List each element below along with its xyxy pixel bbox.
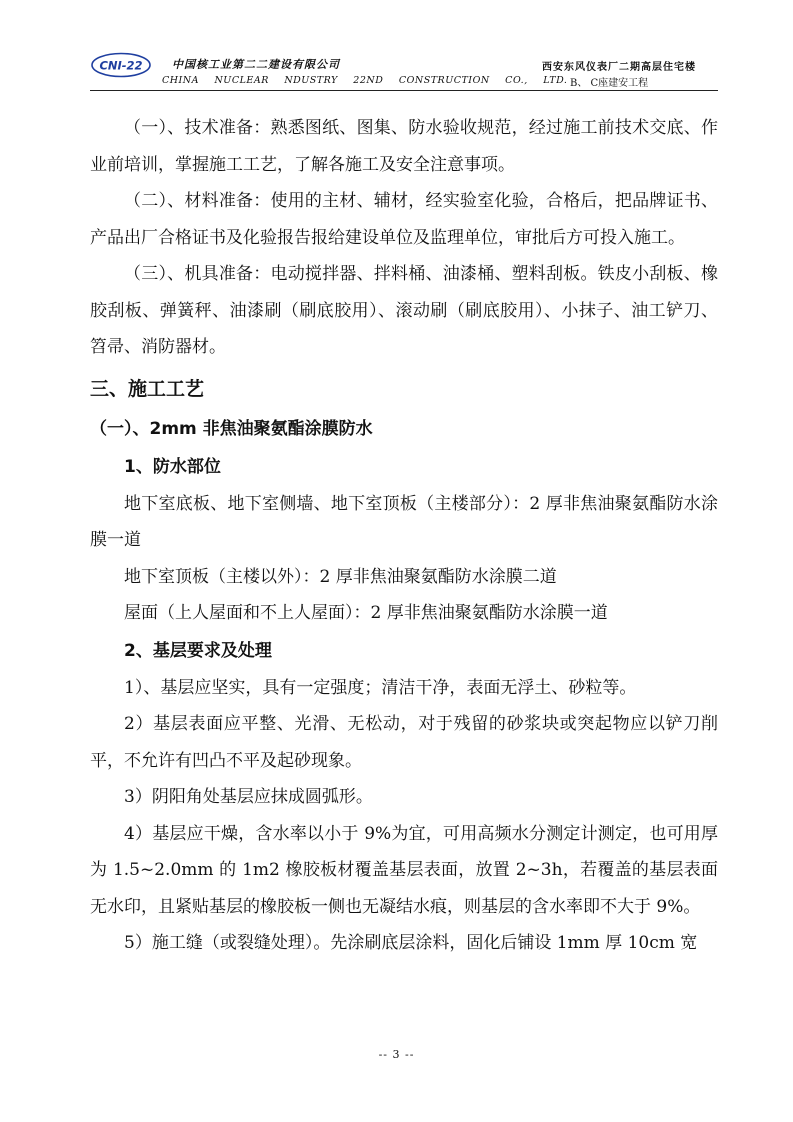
item-title-waterproof-locations: 1、防水部位: [124, 456, 221, 477]
page-number: -- 3 --: [378, 1048, 415, 1061]
logo-icon: [90, 52, 152, 78]
paragraph-base-req-1: 1）、基层应坚实，具有一定强度；清洁干净，表面无浮土、砂粒等。: [124, 677, 637, 698]
company-name-cn: 中国核工业第二二建设有限公司: [172, 58, 340, 71]
paragraph-location-roof: 屋面（上人屋面和不上人屋面）：2 厚非焦油聚氨酯防水涂膜一道: [124, 603, 608, 623]
paragraph-tool-prep: （三）、机具准备：电动搅拌器、拌料桶、油漆桶、塑料刮板。铁皮小刮板、橡胶刮板、弹簧秤、油漆刷（刷底胶用）、滚动刷（刷底胶用）、小抹子、油工铲刀、笤帚、消防器材。: [90, 264, 718, 357]
page-header: [90, 48, 718, 91]
paragraph-technical-prep: （一）、技术准备：熟悉图纸、图集、防水验收规范，经过施工前技术交底、作业前培训，掌握施工工艺，了解各施工及安全注意事项。: [90, 118, 718, 175]
project-name: 西安东风仪表厂二期高层住宅楼: [542, 62, 696, 73]
paragraph-base-req-3: 3）阴阳角处基层应抹成圆弧形。: [124, 787, 373, 807]
paragraph-material-prep: （二）、材料准备：使用的主材、辅材，经实验室化验，合格后，把品牌证书、产品出厂合格证书及化验报告报给建设单位及监理单位，审批后方可投入施工。: [90, 191, 718, 248]
paragraph-location-basement: 地下室底板、地下室侧墙、地下室顶板（主楼部分）：2 厚非焦油聚氨酯防水涂膜一道: [90, 493, 718, 550]
project-name-line2: B、 C座建安工程: [570, 78, 649, 89]
paragraph-base-req-2: 2）基层表面应平整、光滑、无松动，对于残留的砂浆块或突起物应以铲刀削平，不允许有凹凸不平及起砂现象。: [90, 714, 718, 771]
section-title: 三、施工工艺: [90, 377, 205, 400]
company-name-en: CHINA NUCLEAR NDUSTRY 22ND CONSTRUCTION CO., LTD.: [162, 75, 568, 86]
document-body: [90, 110, 718, 962]
paragraph-base-req-4: 4）基层应干燥，含水率以小于 9%为宜，可用高频水分测定计测定，也可用厚为 1.5~2.0mm 的 1m2 橡胶板材覆盖基层表面，放置 2~3h，若覆盖的基层表面无水印，且紧贴基层的橡胶板一侧也无凝结水痕，则基层的含水率即不大于 9%。: [90, 823, 718, 917]
logo-text: CNI-22: [99, 58, 143, 73]
paragraph-base-req-5: 5）施工缝（或裂缝处理）。先涂刷底层涂料，固化后铺设 1mm 厚 10cm 宽: [124, 933, 698, 953]
item-title-base-requirements: 2、基层要求及处理: [124, 640, 272, 661]
subsection-title: （一）、2mm 非焦油聚氨酯涂膜防水: [90, 418, 373, 439]
paragraph-location-basement-roof: 地下室顶板（主楼以外）：2 厚非焦油聚氨酯防水涂膜二道: [124, 566, 557, 587]
company-logo: [90, 52, 152, 78]
